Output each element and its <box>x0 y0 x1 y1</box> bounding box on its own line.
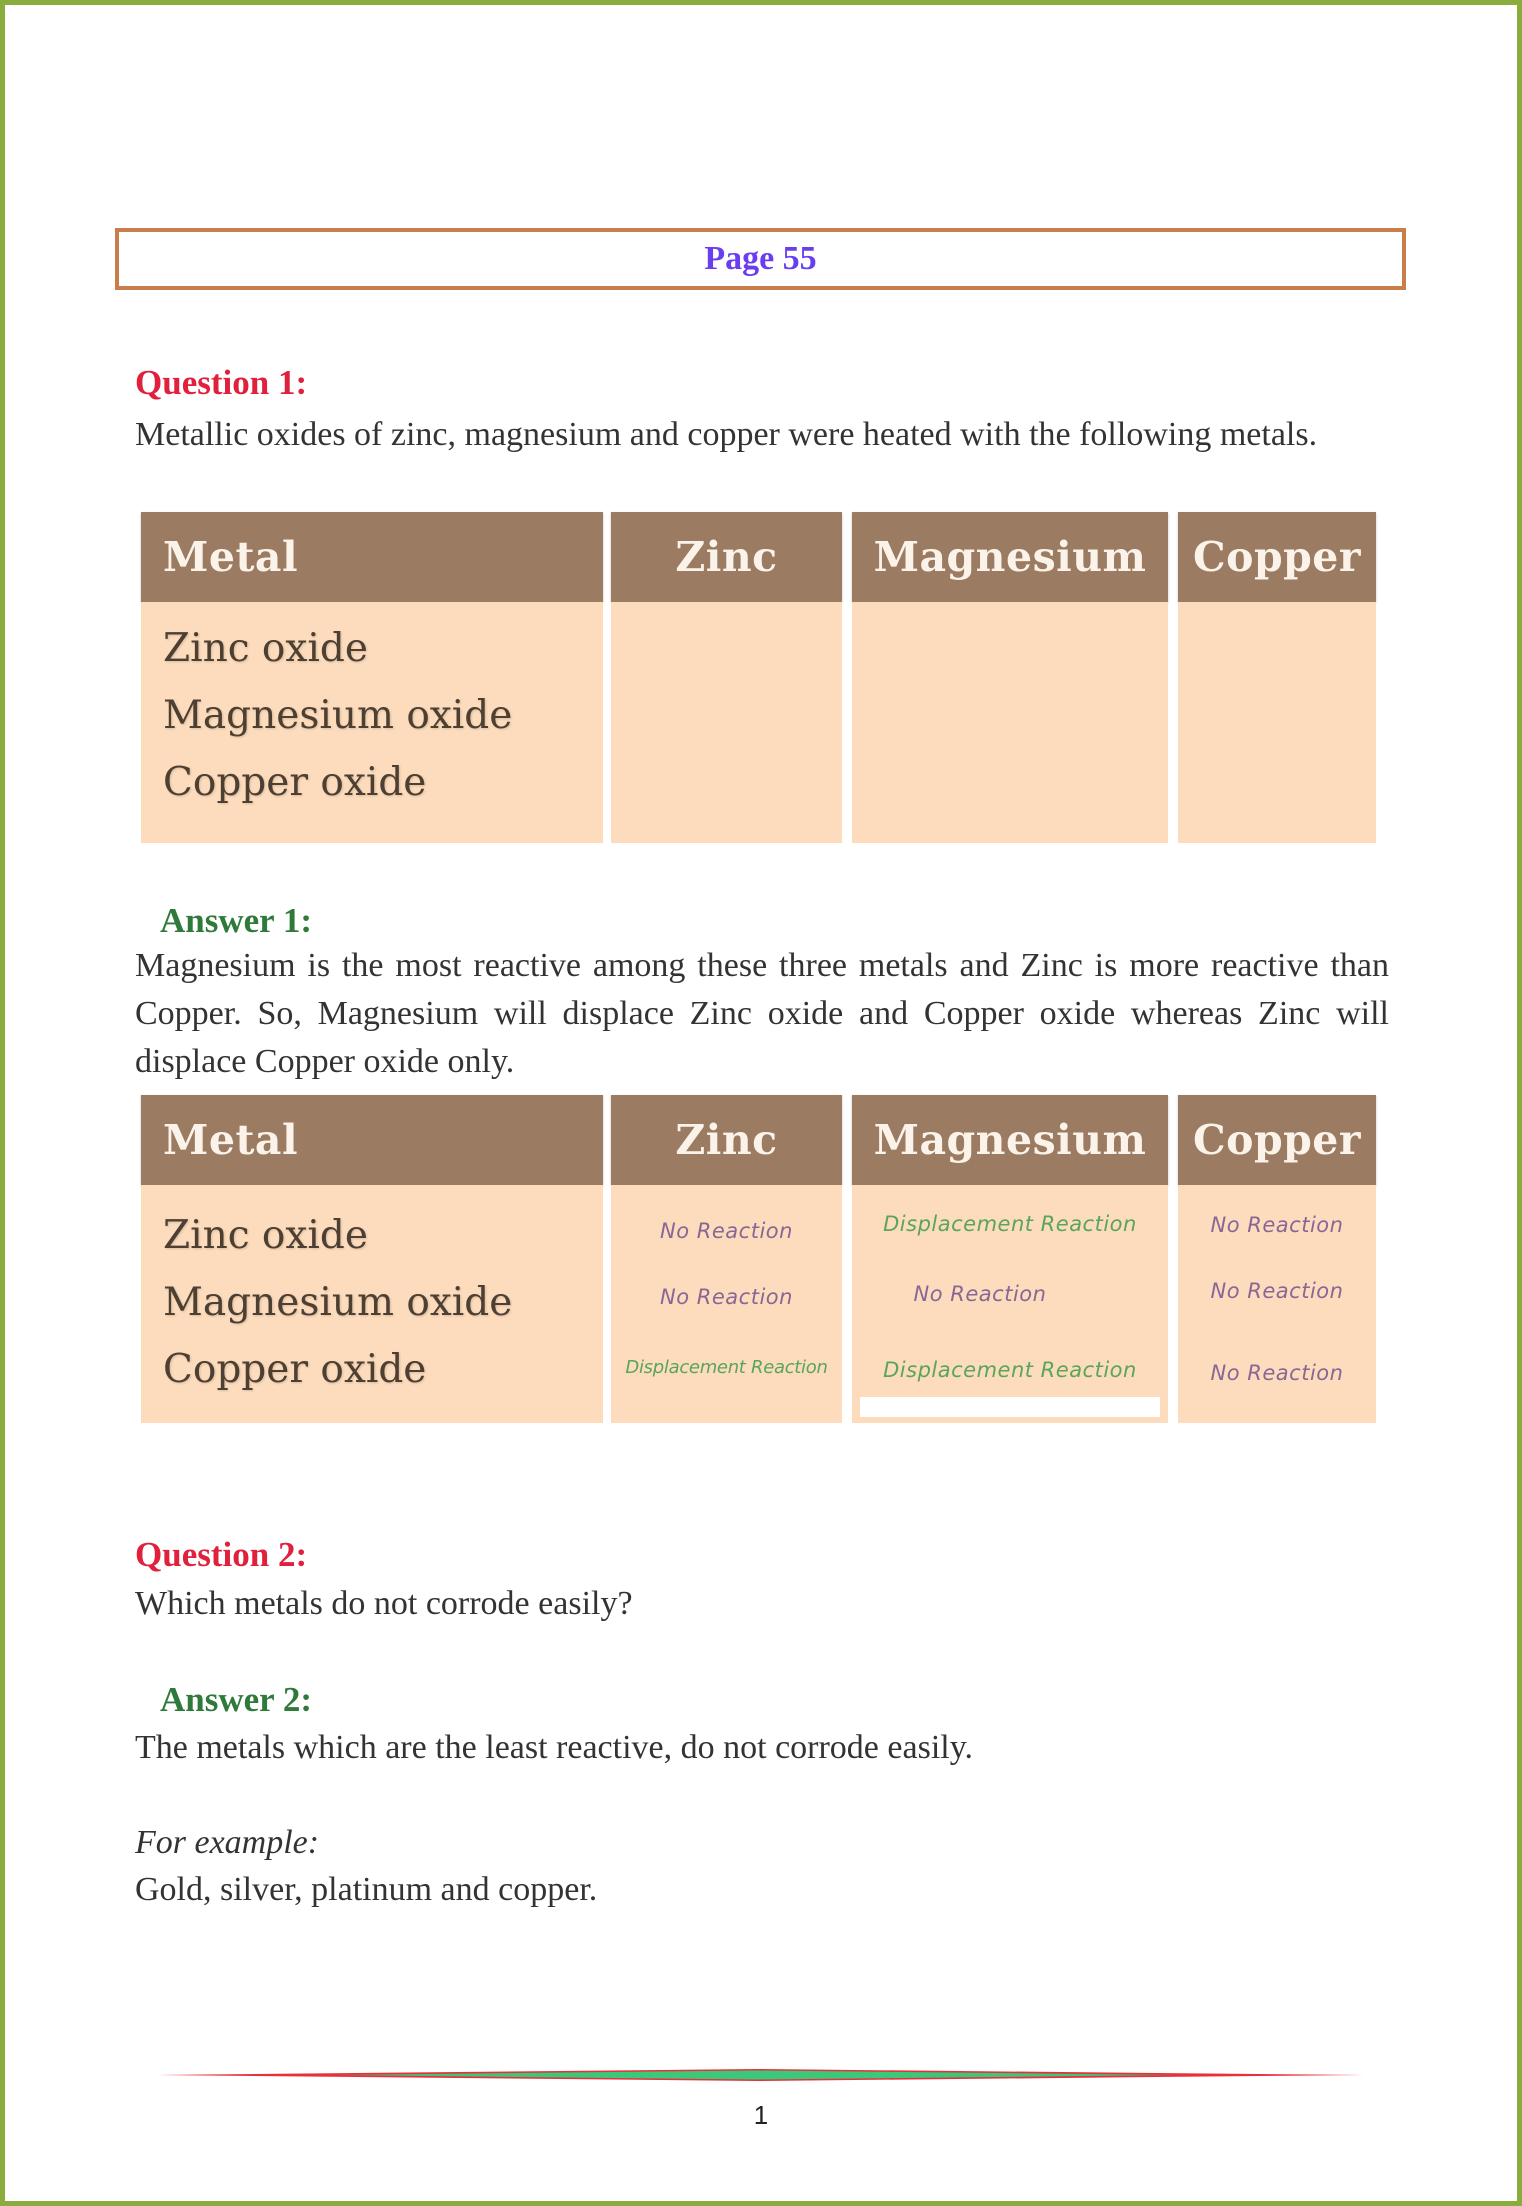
answer-1-text: Magnesium is the most reactive among these three metals and Zinc is more reactive than Copper. So, Magnesium will displace Zinc oxide and Copper oxide whereas Zinc will displace Copper oxide only. <box>135 947 1389 1080</box>
table-col-copper <box>1178 512 1376 843</box>
answer-col-zinc <box>611 1095 842 1423</box>
example-label: For example: <box>135 1824 320 1861</box>
page-label: Page 55 <box>704 240 817 277</box>
answer-body-zinc <box>611 1185 842 1423</box>
answer-table <box>141 1095 1376 1423</box>
answer-col-metal <box>141 1095 603 1423</box>
question-2-label: Question 2: <box>135 1535 308 1574</box>
answer-header-copper: Copper <box>1178 1095 1376 1185</box>
result-copper-magnesium-oxide: No Reaction <box>1210 1279 1344 1303</box>
result-zinc-magnesium-oxide: No Reaction <box>660 1285 793 1309</box>
row-label-magnesium-oxide: Magnesium oxide <box>163 1280 513 1325</box>
row-label-magnesium-oxide: Magnesium oxide <box>163 693 513 738</box>
table-body-metal <box>141 602 603 843</box>
row-label-zinc-oxide: Zinc oxide <box>163 1213 368 1258</box>
answer-header-metal: Metal <box>141 1095 603 1185</box>
table-col-magnesium <box>852 512 1168 843</box>
table-col-metal <box>141 512 603 843</box>
answer-body-copper <box>1178 1185 1376 1423</box>
table-header-zinc: Zinc <box>611 512 842 602</box>
result-magnesium-zinc-oxide: Displacement Reaction <box>883 1212 1137 1236</box>
question-2-text: Which metals do not corrode easily? <box>135 1585 633 1622</box>
result-zinc-copper-oxide: Displacement Reaction <box>625 1357 828 1378</box>
footer-divider <box>157 2069 1364 2081</box>
table-header-magnesium: Magnesium <box>852 512 1168 602</box>
answer-body-magnesium <box>852 1185 1168 1423</box>
answer-2-text: The metals which are the least reactive, do not corrode easily. <box>135 1729 973 1766</box>
row-label-copper-oxide: Copper oxide <box>163 760 427 805</box>
question-table <box>141 512 1376 843</box>
table-body-copper <box>1178 602 1376 843</box>
result-magnesium-copper-oxide: Displacement Reaction <box>883 1358 1137 1382</box>
table-body-magnesium <box>852 602 1168 843</box>
answer-2-label: Answer 2: <box>160 1680 312 1719</box>
page-header-box <box>115 228 1406 290</box>
table-body-zinc <box>611 602 842 843</box>
page-number: 1 <box>753 2100 769 2130</box>
answer-header-zinc: Zinc <box>611 1095 842 1185</box>
row-label-zinc-oxide: Zinc oxide <box>163 626 368 671</box>
answer-col-copper <box>1178 1095 1376 1423</box>
answer-body-metal <box>141 1185 603 1423</box>
question-1-text: Metallic oxides of zinc, magnesium and copper were heated with the following metals. <box>135 416 1318 453</box>
example-text: Gold, silver, platinum and copper. <box>135 1871 598 1908</box>
table-header-metal: Metal <box>141 512 603 602</box>
answer-1-label: Answer 1: <box>160 901 312 940</box>
row-label-copper-oxide: Copper oxide <box>163 1347 427 1392</box>
result-magnesium-magnesium-oxide: No Reaction <box>913 1282 1047 1306</box>
table-header-copper: Copper <box>1178 512 1376 602</box>
answer-header-magnesium: Magnesium <box>852 1095 1168 1185</box>
result-zinc-zinc-oxide: No Reaction <box>660 1219 793 1243</box>
table-col-zinc <box>611 512 842 843</box>
result-copper-zinc-oxide: No Reaction <box>1210 1213 1344 1237</box>
question-1-label: Question 1: <box>135 363 308 402</box>
answer-col-magnesium <box>852 1095 1168 1423</box>
white-bar <box>860 1397 1160 1417</box>
result-copper-copper-oxide: No Reaction <box>1210 1361 1344 1385</box>
